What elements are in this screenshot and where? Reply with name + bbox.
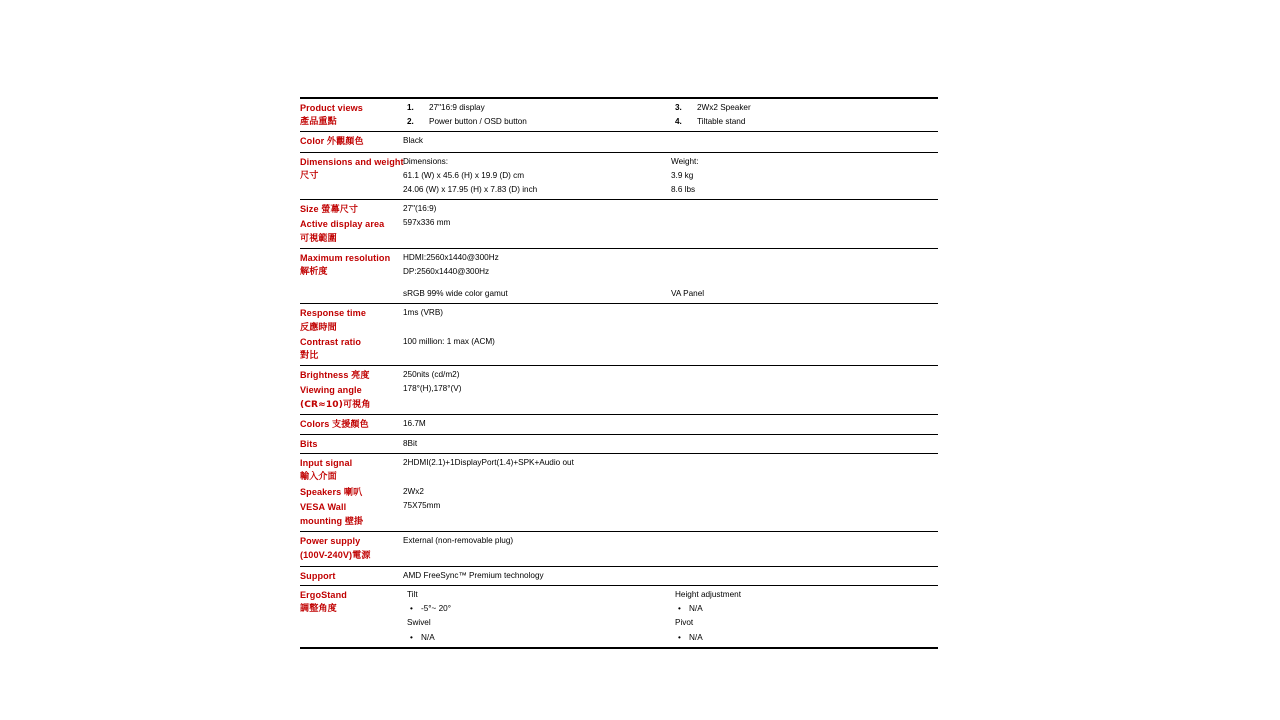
row-value-size-right [671, 200, 938, 249]
list-item [671, 101, 938, 115]
list-item-number: 1. [407, 103, 414, 112]
row-value-power-supply: External (non-removable plug) [403, 532, 671, 566]
row-value-color: Black [403, 132, 671, 152]
row-value-colors: 16.7M [403, 414, 671, 434]
table-row-brightness-viewing [300, 366, 938, 415]
row-value-support-right [671, 566, 938, 585]
table-row-power-supply [300, 532, 938, 566]
row-label-color: Color 外觀顏色 [300, 132, 403, 152]
size-value: 27"(16:9) [403, 204, 437, 214]
weight-title: Weight: [671, 156, 699, 166]
row-label-power-supply [300, 532, 403, 566]
ergostand-right-column [671, 585, 938, 647]
weight-lbs: 8.6 lbs [671, 185, 696, 195]
tilt-title: Tilt [407, 589, 418, 599]
dimensions-cm: 61.1 (W) x 45.6 (H) x 19.9 (D) cm [403, 170, 525, 180]
row-label-size-active-area [300, 200, 403, 249]
contrast-ratio-value: 100 million: 1 max (ACM) [403, 336, 495, 346]
table-row-product-views [300, 98, 938, 132]
row-label-bits: Bits [300, 435, 403, 454]
row-label-colors: Colors 支援顏色 [300, 414, 403, 434]
row-value-colors-right [671, 414, 938, 434]
row-value-dimensions [403, 152, 671, 200]
table-row-dimensions-weight [300, 152, 938, 200]
swivel-value: • N/A [403, 631, 671, 645]
product-views-list-right [671, 98, 938, 132]
row-label-max-resolution: Maximum resolution 解析度 [300, 248, 403, 304]
spacer [671, 279, 938, 287]
row-label-input-signal: Input signal [300, 458, 353, 469]
panel-spacer-2 [671, 265, 938, 279]
input-signal-value: 2HDMI(2.1)+1DisplayPort(1.4)+SPK+Audio out [403, 458, 574, 468]
row-label-viewing-angle-cjk: (CR≈10)可視角 [300, 399, 371, 410]
list-item [671, 115, 938, 129]
row-label-product-views: Product views 產品重點 [300, 98, 403, 132]
row-label-active-area: Active display area [300, 219, 385, 230]
panel-spacer-1 [671, 251, 938, 265]
row-value-panel-type [671, 248, 938, 304]
product-views-list-left [403, 98, 671, 132]
row-label-input-signal-cjk: 輸入介面 [300, 472, 337, 483]
row-value-input-right [671, 454, 938, 532]
list-item-number: 3. [675, 103, 682, 112]
row-label-viewing-angle: Viewing angle [300, 385, 362, 396]
ergostand-left-column [403, 585, 671, 647]
brightness-value: 250nits (cd/m2) [403, 370, 460, 380]
active-area-value: 597x336 mm [403, 218, 451, 228]
dimensions-title: Dimensions: [403, 156, 449, 166]
row-value-response-right [671, 304, 938, 366]
monitor-spec-sheet [300, 97, 938, 649]
row-value-input-speakers-vesa [403, 454, 671, 532]
pivot-value: • N/A [671, 631, 938, 645]
table-row-ergostand [300, 585, 938, 647]
row-label-power-supply-en: Power supply [300, 536, 361, 547]
row-value-max-resolution [403, 248, 671, 304]
specification-table [300, 97, 938, 649]
table-row-support [300, 566, 938, 585]
row-value-bits: 8Bit [403, 435, 671, 454]
vesa-value: 75X75mm [403, 500, 441, 510]
response-spacer [403, 321, 671, 335]
row-label-speakers: Speakers 喇叭 [300, 486, 363, 498]
spacer [403, 279, 671, 287]
list-item [403, 101, 671, 115]
list-item-number: 4. [675, 117, 682, 127]
row-label-active-area-cjk: 可視範圍 [300, 233, 337, 244]
list-item-label: 27"16:9 display [429, 103, 485, 112]
panel-type-value: VA Panel [671, 289, 705, 299]
row-value-power-right [671, 532, 938, 566]
tilt-value: • -5°~ 20° [403, 602, 671, 616]
resolution-dp: DP:2560x1440@300Hz [403, 267, 490, 277]
table-row-response-contrast [300, 304, 938, 366]
dimensions-inch: 24.06 (W) x 17.95 (H) x 7.83 (D) inch [403, 185, 538, 195]
table-row-max-resolution [300, 248, 938, 304]
color-gamut: sRGB 99% wide color gamut [403, 289, 508, 299]
viewing-angle-value: 178°(H),178°(V) [403, 384, 462, 394]
row-value-color-right [671, 132, 938, 152]
pivot-title: Pivot [675, 618, 694, 628]
response-time-value: 1ms (VRB) [403, 308, 444, 318]
row-label-power-supply-cjk: (100V-240V)電源 [300, 550, 371, 562]
list-item-label: 2Wx2 Speaker [697, 103, 751, 112]
height-adjustment-value: • N/A [671, 602, 938, 616]
speakers-value: 2Wx2 [403, 486, 424, 496]
height-adjustment-title: Height adjustment [675, 589, 741, 599]
row-label-ergostand: ErgoStand 調整角度 [300, 585, 403, 647]
row-label-input-speakers-vesa [300, 454, 403, 532]
row-value-size-active-area [403, 200, 671, 249]
row-label-vesa: VESA Wall [300, 501, 347, 512]
row-value-weight [671, 152, 938, 200]
table-row-input-speakers-vesa [300, 454, 938, 532]
list-item-label: Power button / OSD button [429, 117, 527, 127]
row-value-brightness-viewing [403, 366, 671, 415]
list-item [403, 115, 671, 129]
swivel-title: Swivel [407, 618, 431, 628]
list-item-number: 2. [407, 117, 414, 127]
row-label-response-contrast: Response time 反應時間 Contrast ratio 對比 [300, 304, 403, 366]
input-spacer [403, 470, 671, 484]
row-label-brightness: Brightness 亮度 [300, 370, 370, 382]
table-row-color [300, 132, 938, 152]
row-value-support: AMD FreeSync™ Premium technology [403, 566, 671, 585]
row-label-dimensions-weight: Dimensions and weight 尺寸 [300, 152, 403, 200]
weight-kg: 3.9 kg [671, 170, 694, 180]
row-label-size: Size 螢幕尺寸 [300, 204, 359, 216]
row-label-brightness-viewing [300, 366, 403, 415]
resolution-hdmi: HDMI:2560x1440@300Hz [403, 252, 499, 262]
row-value-response-contrast [403, 304, 671, 366]
row-label-support: Support [300, 566, 403, 585]
row-label-vesa-cjk: mounting 壁掛 [300, 516, 364, 528]
table-row-colors [300, 414, 938, 434]
table-row-size-active-area [300, 200, 938, 249]
table-row-bits [300, 435, 938, 454]
row-value-bits-right [671, 435, 938, 454]
list-item-label: Tiltable stand [697, 117, 746, 127]
row-value-brightness-right [671, 366, 938, 415]
